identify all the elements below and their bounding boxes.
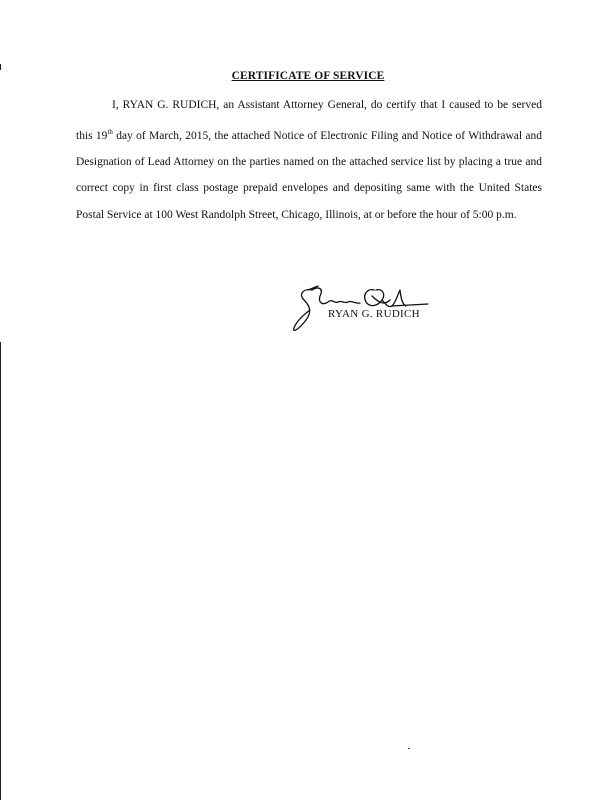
certificate-body: [76, 92, 542, 228]
scan-edge-line: [0, 342, 1, 800]
day-ordinal-suffix: th: [107, 127, 113, 136]
signer-name: RYAN G. RUDICH: [328, 308, 420, 320]
certificate-title: CERTIFICATE OF SERVICE: [231, 70, 385, 82]
scan-speck: [408, 748, 410, 749]
body-text-part1: I, RYAN G. RUDICH, an Assistant Attorney General, do certify that I caused to be served this 19: [76, 99, 542, 142]
body-text-part2: day of March, 2015, the attached Notice of Electronic Filing and Notice of Withdrawal and Designation of Lead Attorney on the parties named on the attached service list by placing a true and correct copy in first class postage prepaid envelopes and depositing same with the United States Postal Service at 100 West Randolph Street, Chicago, Illinois, at or before the hour of 5:00 p.m.: [76, 129, 542, 221]
